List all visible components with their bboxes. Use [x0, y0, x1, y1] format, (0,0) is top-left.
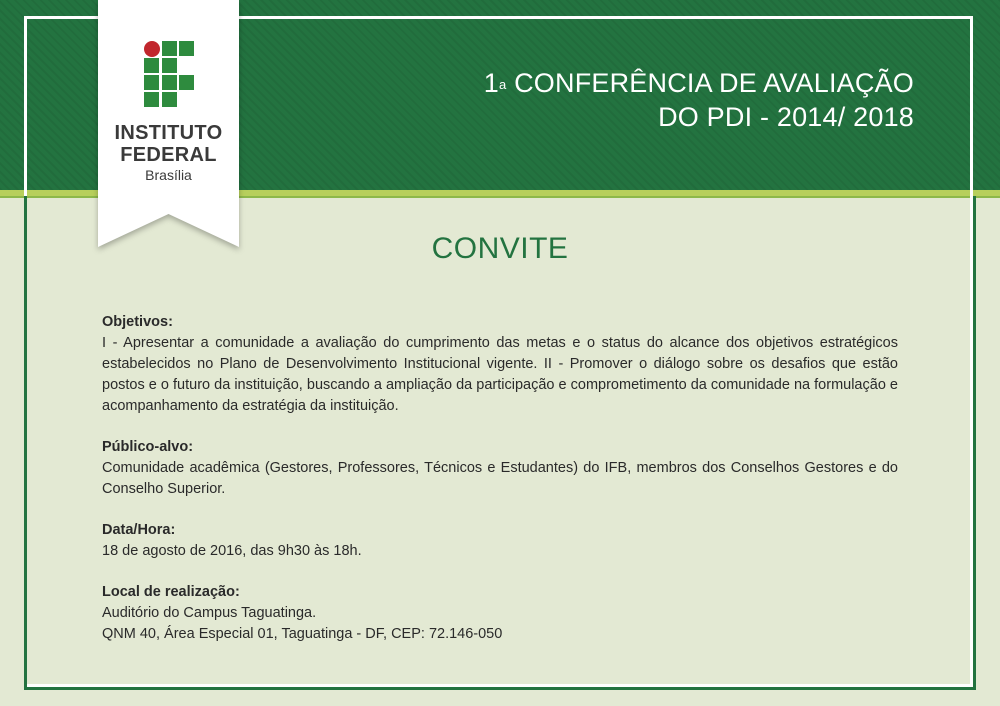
- title-line1-text: CONFERÊNCIA DE AVALIAÇÃO: [506, 68, 914, 98]
- logo-text-brasilia: Brasília: [145, 167, 192, 183]
- conference-title-line2: DO PDI - 2014/ 2018: [658, 102, 914, 132]
- section-label: Público-alvo:: [102, 439, 194, 455]
- section-local: [102, 582, 898, 645]
- section-text-address: QNM 40, Área Especial 01, Taguatinga - DF, CEP: 72.146-050: [102, 626, 503, 642]
- section-publico-alvo: [102, 437, 898, 500]
- section-label: Objetivos:: [102, 314, 173, 330]
- title-ordinal-sup: a: [498, 77, 507, 92]
- section-text: 18 de agosto de 2016, das 9h30 às 18h.: [102, 543, 362, 559]
- invitation-heading: CONVITE: [431, 232, 569, 265]
- invitation-body: [102, 312, 898, 665]
- title-number: 1: [483, 68, 499, 98]
- section-text: I - Apresentar a comunidade a avaliação do cumprimento das metas e o status do alcance dos objetivos estratégicos estabelecidos no Plano de Desenvolvimento Institucional vigente. II - Promover o diálogo sobre os desafios que estão postos e o futuro da instituição, buscando a ampliação da participação e comprometimento da comunidade na formulação e acompanhamento da estratégia da instituição.: [102, 335, 898, 414]
- conference-title: [484, 66, 914, 134]
- logo-text-instituto: INSTITUTO: [114, 122, 223, 144]
- section-text: Comunidade acadêmica (Gestores, Professores, Técnicos e Estudantes) do IFB, membros dos Conselhos Gestores e do Conselho Superior.: [102, 460, 898, 497]
- section-data-hora: [102, 520, 898, 562]
- section-label: Data/Hora:: [102, 522, 176, 538]
- section-label: Local de realização:: [102, 584, 240, 600]
- conference-title-line1: [484, 66, 914, 100]
- section-objetivos: [102, 312, 898, 417]
- section-text-venue: Auditório do Campus Taguatinga.: [102, 605, 317, 621]
- logo-text-federal: FEDERAL: [120, 144, 217, 166]
